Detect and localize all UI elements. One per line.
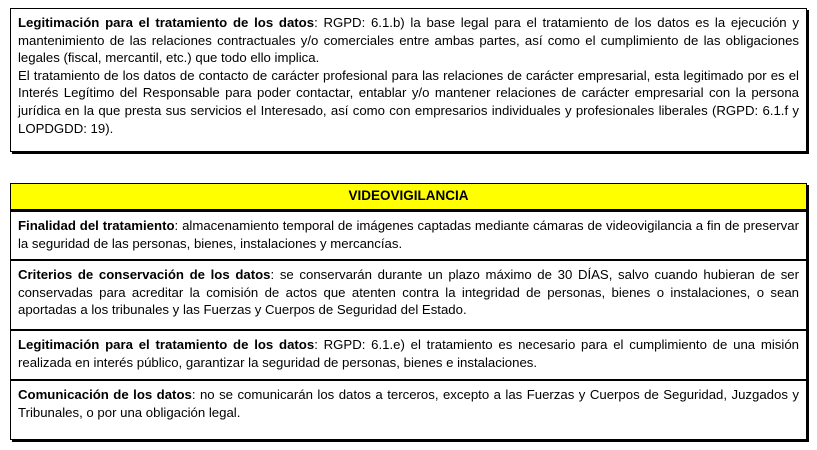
finalidad-text: : almacenamiento temporal de imágenes captadas mediante cámaras de videovigilancia a fin de preservar la seguridad de las personas, bienes, instalaciones y mercancías. [18,218,799,251]
videovigilancia-table [10,183,807,440]
legitimacion-video-paragraph [18,336,799,371]
comunicacion-paragraph [18,386,799,421]
legitimacion-cell [11,9,806,151]
finalidad-paragraph [18,217,799,252]
legitimacion-paragraph [18,14,799,67]
legitimacion-text-1: : RGPD: 6.1.b) la base legal para el tratamiento de los datos es la ejecución y mantenimiento de las relaciones contractuales y/o comerciales entre ambas partes, así como el cumplimiento de las obligaciones legales (fiscal, mercantil, etc.) que todo ello implica. [18,15,799,66]
comunicacion-text: : no se comunicarán los datos a terceros, excepto a las Fuerzas y Cuerpos de Seguridad, Juzgados y Tribunales, o por una obligación legal. [18,387,799,420]
legitimacion-text-2: El tratamiento de los datos de contacto de carácter profesional para las relaciones de carácter empresarial, esta legitimado por es el Interés Legítimo del Responsable para poder contactar, entablar y/o mantener relaciones de carácter empresarial con la persona jurídica en la que presta sus servicios el Interesado, así como con empresarios individuales y profesionales liberales (RGPD: 6.1.f y LOPDGDD: 19). [18,67,799,136]
legitimacion-label: Legitimación para el tratamiento de los datos [18,15,315,30]
conservacion-text: : se conservarán durante un plazo máximo de 30 DÍAS, salvo cuando hubieran de ser conservadas para acreditar la comisión de actos que atenten contra la integridad de personas, bienes o instalaciones, o sean aportadas a los tribunales y las Fuerzas y Cuerpos de Seguridad del Estado. [18,267,800,318]
conservacion-label: Criterios de conservación de los datos [18,267,271,282]
comunicacion-cell [11,381,806,439]
conservacion-cell [11,261,806,329]
comunicacion-label: Comunicación de los datos [18,387,192,402]
finalidad-cell [11,212,806,259]
finalidad-label: Finalidad del tratamiento [18,218,175,233]
videovigilancia-header: VIDEOVIGILANCIA [11,184,806,210]
legitimacion-box [10,8,807,152]
conservacion-paragraph [18,266,799,319]
legitimacion-video-label: Legitimación para el tratamiento de los datos [18,337,315,352]
legitimacion-video-text: : RGPD: 6.1.e) el tratamiento es necesario para el cumplimiento de una misión realizada en interés público, garantizar la seguridad de personas, bienes e instalaciones. [18,337,799,370]
legitimacion-video-cell [11,331,806,379]
